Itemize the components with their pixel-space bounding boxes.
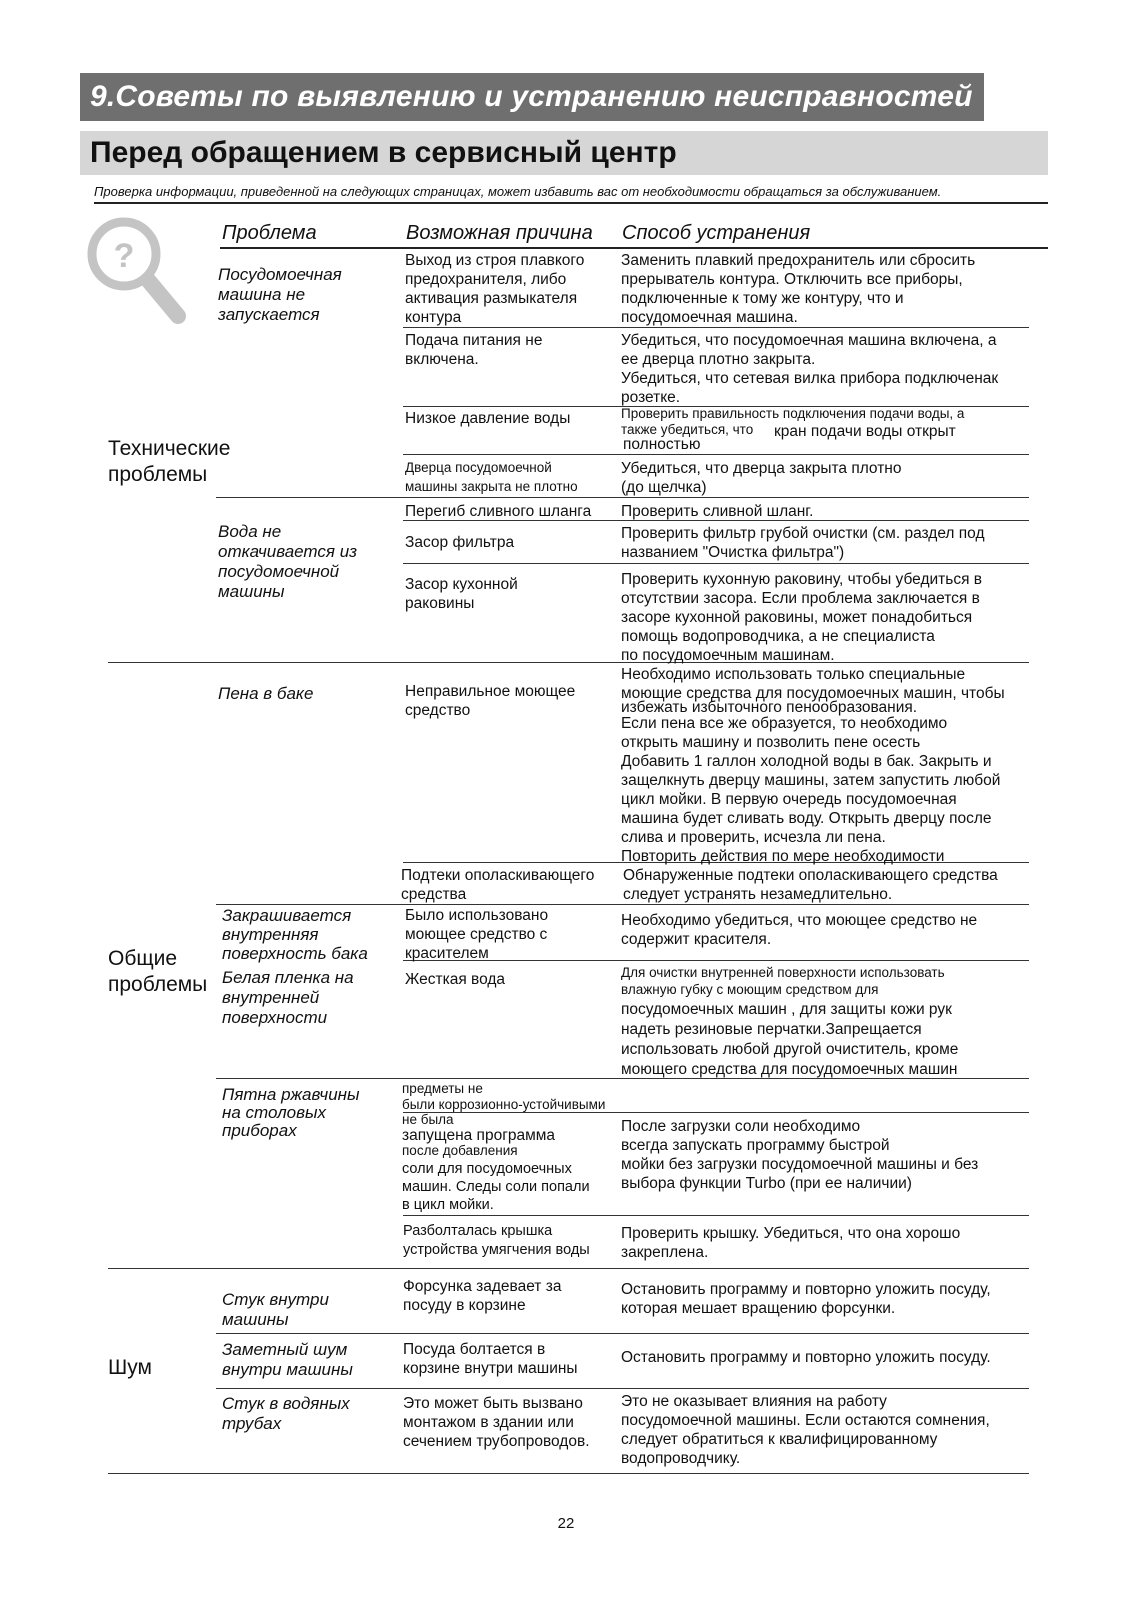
solution-rinse-aid: Обнаруженные подтеки ополаскивающего средства следует устранять незамедлительно. bbox=[623, 867, 998, 903]
solution-pipes: Это не оказывает влияния на работу посудомоечной машины. Если остаются сомнения, следует обратиться к квалифицированному водопроводчику. bbox=[621, 1393, 990, 1467]
solution-film: Для очистки внутренней поверхности использовать влажную губку с моющим средством для bbox=[621, 965, 945, 997]
section-title-bar bbox=[80, 73, 984, 121]
svg-text:?: ? bbox=[113, 237, 135, 275]
problem-white-film: Белая пленка на внутренней поверхности bbox=[222, 968, 354, 1027]
header-divider bbox=[220, 247, 1048, 249]
cause-rinse-aid: Подтеки ополаскивающего средства bbox=[401, 867, 595, 903]
cause-rust-e: соли для посудомоечных машин. Следы соли попали в цикл мойки. bbox=[402, 1161, 590, 1213]
row-divider bbox=[403, 327, 1029, 328]
cause-door: Дверца посудомоечной машины закрыта не плотно bbox=[405, 460, 578, 494]
cause-spray-arm: Форсунка задевает за посуду в корзине bbox=[403, 1278, 562, 1314]
page-title-bar bbox=[80, 131, 1048, 175]
solution-detergent-steps: Если пена все же образуется, то необходимо открыть машину и позволить пене осесть Добавить 1 галлон холодной воды в бак. Закрыть и защелкнуть дверцу машины, затем запустить любой цикл мойки. В первую очередь посудомоечная машина будет сливать воду. Открыть дверцу после слива и проверить, исчезла ли пена. Повторить действия по мере необходимости bbox=[621, 715, 1001, 865]
problem-not-starting: Посудомоечная машина не запускается bbox=[218, 265, 342, 324]
solution-power: Убедиться, что посудомоечная машина включена, а ее дверца плотно закрыта. Убедиться, что сетевая вилка прибора подключенак розетке. bbox=[621, 332, 999, 406]
section-title: 9.Советы по выявлению и устранению неисправностей bbox=[90, 80, 973, 113]
cause-power: Подача питания не включена. bbox=[405, 332, 543, 368]
row-divider bbox=[403, 1215, 1029, 1216]
cause-rust-b: не была bbox=[402, 1112, 454, 1127]
cause-hard-water: Жесткая вода bbox=[405, 971, 506, 988]
row-divider bbox=[403, 563, 1029, 564]
solution-detergent-foam: избежать избыточного пенообразования. bbox=[621, 699, 918, 716]
magnifier-question-icon bbox=[82, 212, 190, 330]
row-divider bbox=[216, 497, 1029, 498]
page-number: 22 bbox=[557, 1515, 575, 1532]
solution-filter: Проверить фильтр грубой очистки (см. раздел под названием "Очистка фильтра") bbox=[621, 525, 985, 561]
problem-no-drain: Вода не откачивается из посудомоечной машины bbox=[218, 522, 358, 601]
solution-hose: Проверить сливной шланг. bbox=[621, 503, 814, 520]
cause-rust-c: запущена программа bbox=[402, 1127, 556, 1144]
category-technical: Технические проблемы bbox=[108, 437, 231, 486]
cause-pressure: Низкое давление воды bbox=[405, 410, 571, 427]
cause-sink: Засор кухонной раковины bbox=[405, 576, 518, 612]
problem-pipes: Стук в водяных трубах bbox=[222, 1394, 350, 1433]
solution-detergent: Необходимо использовать только специальные моющие средства для посудомоечных машин, чтобы bbox=[621, 666, 1005, 702]
cause-rust: предметы не были коррозионно-устойчивыми bbox=[402, 1081, 606, 1112]
cause-hose: Перегиб сливного шланга bbox=[405, 503, 592, 520]
solution-spray-arm: Остановить программу и повторно уложить посуду, которая мешает вращению форсунки. bbox=[621, 1281, 991, 1317]
solution-softener-cap: Проверить крышку. Убедиться, что она хорошо закреплена. bbox=[621, 1225, 961, 1261]
category-noise: Шум bbox=[108, 1356, 152, 1379]
solution-door: Убедиться, что дверца закрыта плотно (до щелчка) bbox=[621, 460, 902, 496]
column-header-problem: Проблема bbox=[222, 222, 317, 244]
problem-foam: Пена в баке bbox=[218, 684, 314, 703]
row-divider bbox=[403, 454, 1029, 455]
intro-note: Проверка информации, приведенной на следующих страницах, может избавить вас от необходимости обращаться за обслуживанием. bbox=[94, 184, 942, 199]
column-header-cause: Возможная причина bbox=[406, 222, 593, 244]
solution-pressure-tap: кран подачи воды открыт bbox=[774, 423, 956, 440]
solution-film-more: посудомоечных машин , для защиты кожи рук надеть резиновые перчатки.Запрещается использовать любой другой очиститель, кроме моющего средства для посудомоечных машин bbox=[621, 1001, 959, 1078]
problem-rust: Пятна ржавчины на столовых приборах bbox=[222, 1085, 360, 1140]
cause-rust-d: после добавления bbox=[402, 1143, 518, 1158]
problem-tub-stain: Закрашивается внутренняя поверхность бака bbox=[222, 906, 368, 963]
cause-softener-cap: Разболталась крышка устройства умягчения воды bbox=[403, 1223, 590, 1258]
problem-rattling: Заметный шум внутри машины bbox=[222, 1340, 353, 1379]
cause-filter: Засор фильтра bbox=[405, 534, 515, 551]
column-header-solution: Способ устранения bbox=[622, 222, 811, 244]
cause-fuse: Выход из строя плавкого предохранителя, либо активация размыкателя контура bbox=[405, 252, 585, 326]
row-divider bbox=[216, 1388, 1029, 1389]
solution-rust: После загрузки соли необходимо всегда запускать программу быстрой мойки без загрузки посудомоечной машины и без выбора функции Turbo (при ее наличии) bbox=[621, 1118, 979, 1192]
solution-loose-dishes: Остановить программу и повторно уложить посуду. bbox=[621, 1349, 991, 1366]
divider bbox=[94, 202, 1048, 204]
page-title: Перед обращением в сервисный центр bbox=[90, 136, 677, 169]
solution-stain: Необходимо убедиться, что моющее средство не содержит красителя. bbox=[621, 912, 978, 948]
cause-detergent: Неправильное моющее средство bbox=[405, 683, 576, 719]
problem-knocking: Стук внутри машины bbox=[222, 1290, 329, 1329]
category-general: Общие проблемы bbox=[108, 947, 208, 996]
cause-pipes: Это может быть вызвано монтажом в здании или сечением трубопроводов. bbox=[403, 1395, 590, 1450]
row-divider bbox=[216, 904, 1029, 905]
section-divider bbox=[108, 1268, 1029, 1269]
row-divider bbox=[216, 1333, 1029, 1334]
solution-sink: Проверить кухонную раковину, чтобы убедиться в отсутствии засора. Если проблема заключается в засоре кухонной раковины, может понадобиться помощь водопроводчика, а не специалиста по посудомоечным машинам. bbox=[621, 571, 983, 664]
cause-loose-dishes: Посуда болтается в корзине внутри машины bbox=[403, 1341, 578, 1377]
cause-stain: Было использовано моющее средство с красителем bbox=[405, 907, 549, 962]
table-bottom-divider bbox=[108, 1473, 1029, 1474]
solution-fuse: Заменить плавкий предохранитель или сбросить прерыватель контура. Отключить все приборы, подключенные к тому же контуру, что и посудомоечная машина. bbox=[621, 252, 976, 326]
solution-pressure-full: полностью bbox=[623, 436, 701, 453]
solution-pressure: Проверить правильность подключения подачи воды, а также убедиться, что bbox=[621, 406, 965, 437]
